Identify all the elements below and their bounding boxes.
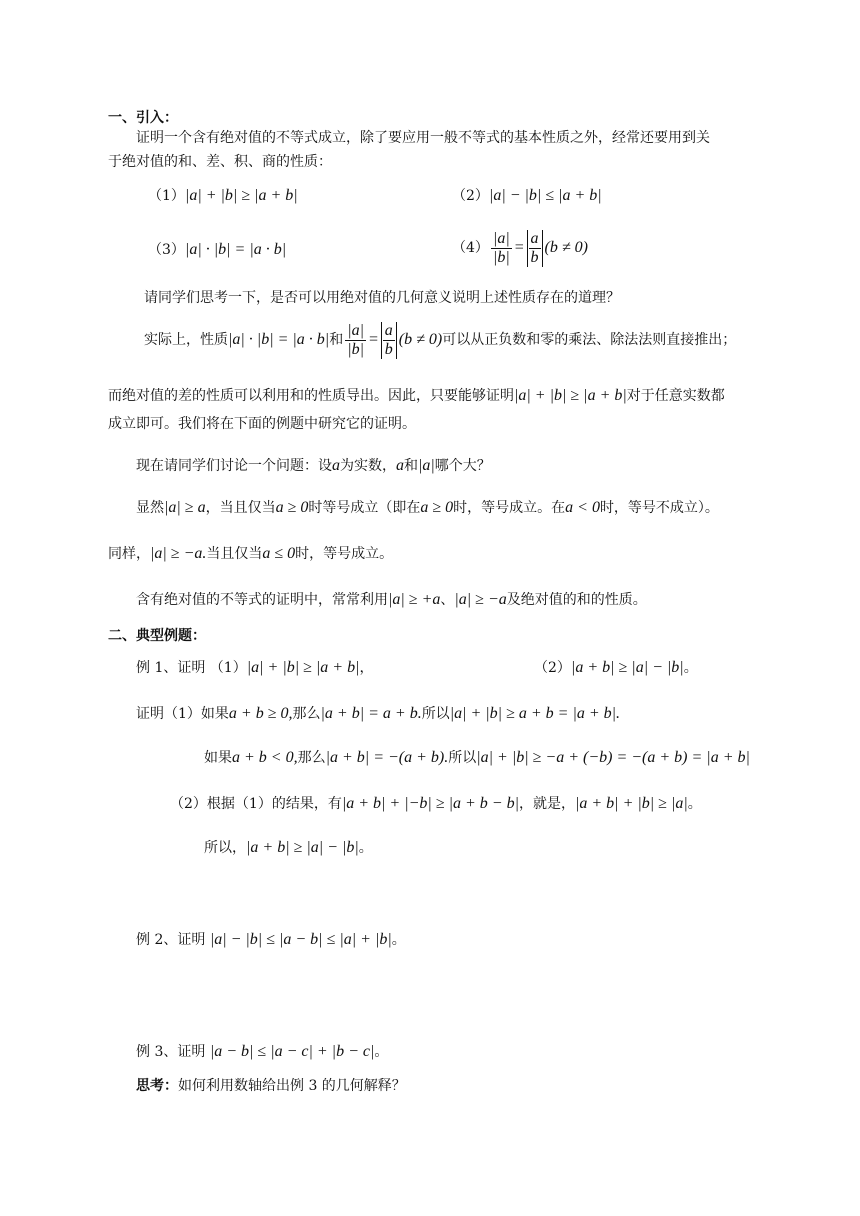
discuss-text-b: 为实数， — [340, 458, 396, 474]
intro-paragraph-line1: 证明一个含有绝对值的不等式成立，除了要应用一般不等式的基本性质之外，经常还要用到关 — [136, 130, 710, 146]
property-4-fraction-inner — [527, 230, 543, 267]
proof-1b-text-a: 如果 — [204, 750, 232, 766]
fraction-numerator: |a| — [347, 321, 364, 339]
same-text-b: 当且仅当 — [206, 546, 263, 562]
fraction-denominator: |b| — [347, 340, 364, 358]
obvious-formula-1: |a| ≥ a — [164, 499, 206, 516]
example-2-end: 。 — [391, 932, 406, 948]
fraction-denominator: b — [530, 248, 539, 266]
discuss-line — [136, 456, 491, 476]
fraction-numerator: a — [530, 229, 539, 247]
discuss-abs-a: |a| — [418, 457, 435, 474]
obvious-text-b: ，当且仅当 — [205, 500, 276, 516]
proof-1-line-2 — [204, 748, 750, 768]
proof-2-line-2 — [204, 838, 373, 858]
difference-formula: |a| + |b| ≥ |a + b| — [514, 387, 627, 404]
fraction-numerator: a — [384, 321, 393, 339]
fraction-denominator: b — [384, 340, 393, 358]
actual-line — [144, 318, 736, 362]
example-1-comma: ， — [359, 660, 374, 676]
proof-2-text-b: ，就是， — [518, 796, 575, 812]
intro-paragraph-line2: 于绝对值的和、差、积、商的性质： — [108, 154, 332, 170]
property-1-label: （1） — [148, 188, 185, 204]
obvious-text-d: 时，等号成立。在 — [453, 500, 566, 516]
example-2-line — [136, 930, 406, 950]
proof-2b-end: 。 — [358, 840, 373, 856]
proof-1b-text-c: 所以 — [448, 750, 477, 766]
property-4-label: （4） — [452, 240, 489, 256]
proof-1-formula-1: a + b ≥ 0, — [228, 705, 293, 722]
same-text-c: 时，等号成立。 — [295, 546, 394, 562]
property-1-formula: |a| + |b| ≥ |a + b| — [184, 187, 298, 204]
contain-formula-1: |a| ≥ +a — [388, 591, 441, 608]
proof-1-text-a: 证明（1）如果 — [136, 706, 229, 722]
think-text: 如何利用数轴给出例 3 的几何解释？ — [178, 1078, 406, 1094]
proof-1b-formula-2: |a + b| = −(a + b). — [325, 749, 449, 766]
same-formula-1: |a| ≥ −a. — [150, 545, 207, 562]
same-line — [108, 544, 393, 564]
property-3 — [148, 240, 286, 260]
section1-heading: 一、引入： — [108, 110, 178, 126]
proof-1b-text-b: 那么 — [297, 750, 326, 766]
obvious-formula-2: a ≥ 0 — [275, 499, 309, 516]
property-2-formula: |a| − |b| ≤ |a + b| — [488, 187, 602, 204]
proof-1b-formula-3: |a| + |b| ≥ −a + (−b) = −(a + b) = |a + b| — [476, 749, 750, 766]
contain-line — [136, 590, 647, 610]
discuss-text-d: 哪个大？ — [434, 458, 491, 474]
proof-2-end: 。 — [687, 796, 702, 812]
obvious-formula-3: a ≥ 0 — [420, 499, 454, 516]
example-1-line — [136, 658, 373, 678]
difference-line-1 — [108, 386, 725, 406]
example-1-formula-2: |a + b| ≥ |a| − |b| — [570, 659, 684, 676]
example-2-formula: |a| − |b| ≤ |a − b| ≤ |a| + |b| — [209, 931, 392, 948]
proof-2b-formula-1: |a + b| ≥ |a| − |b| — [246, 839, 359, 856]
proof-1-line-1 — [136, 704, 620, 724]
discuss-text-c: 和 — [404, 458, 418, 474]
think-line — [136, 1076, 406, 1096]
example-1-part2 — [534, 658, 698, 678]
proof-2-text-a: （2）根据（1）的结果，有 — [170, 796, 342, 812]
property-1 — [148, 186, 298, 206]
property-4 — [452, 226, 588, 270]
proof-1b-formula-1: a + b < 0, — [232, 749, 298, 766]
example-3-formula: |a − b| ≤ |a − c| + |b − c| — [209, 1043, 375, 1060]
property-2-label: （2） — [452, 188, 489, 204]
proof-2-formula-2: |a + b| + |b| ≥ |a| — [574, 795, 688, 812]
discuss-var-a: a — [332, 457, 340, 474]
example-1-formula-1: |a| + |b| ≥ |a + b| — [246, 659, 360, 676]
obvious-formula-4: a < 0 — [565, 499, 600, 516]
example-3-end: 。 — [374, 1044, 389, 1060]
actual-text-a: 实际上，性质 — [144, 332, 228, 348]
actual-formula-1: |a| · |b| = |a · b| — [228, 331, 330, 348]
contain-text-a: 含有绝对值的不等式的证明中，常常利用 — [136, 592, 388, 608]
discuss-text-a: 现在请同学们讨论一个问题：设 — [136, 458, 332, 474]
proof-2-line-1 — [170, 794, 702, 814]
proof-1-formula-3: |a| + |b| ≥ a + b = |a + b|. — [449, 705, 621, 722]
proof-1-text-b: 那么 — [292, 706, 321, 722]
contain-formula-2: |a| ≥ −a — [454, 591, 507, 608]
proof-2b-text-a: 所以， — [204, 840, 246, 856]
actual-and: 和 — [329, 332, 344, 348]
obvious-text-e: 时，等号不成立）。 — [599, 500, 719, 516]
actual-condition: (b ≠ 0) — [398, 331, 443, 348]
difference-text-b: 对于任意实数都 — [626, 388, 725, 404]
discuss-var-a-2: a — [396, 457, 404, 474]
example-2-label: 例 2、证明 — [136, 932, 206, 948]
property-4-fraction-abs — [491, 230, 512, 267]
contain-text-b: 、 — [440, 592, 455, 608]
question-line: 请同学们思考一下，是否可以用绝对值的几何意义说明上述性质存在的道理？ — [144, 290, 620, 306]
proof-1-formula-2: |a + b| = a + b. — [320, 705, 422, 722]
proof-1-text-c: 所以 — [421, 706, 450, 722]
property-3-formula: |a| · |b| = |a · b| — [184, 241, 287, 258]
think-label: 思考： — [136, 1078, 178, 1094]
same-formula-2: a ≤ 0 — [262, 545, 296, 562]
actual-fraction-abs — [345, 322, 366, 359]
difference-line-2: 成立即可。我们将在下面的例题中研究它的证明。 — [108, 416, 416, 432]
equals-sign: = — [513, 239, 525, 256]
example-3-label: 例 3、证明 — [136, 1044, 206, 1060]
obvious-line — [136, 498, 719, 518]
equals-sign: = — [367, 331, 379, 348]
actual-text-b: 可以从正负数和零的乘法、除法法则直接推出； — [442, 332, 737, 348]
fraction-denominator: |b| — [492, 248, 510, 266]
example-3-line — [136, 1042, 388, 1062]
obvious-text-a: 显然 — [136, 500, 164, 516]
property-3-label: （3） — [148, 242, 185, 258]
example-1-end: 。 — [683, 660, 698, 676]
obvious-text-c: 时等号成立（即在 — [308, 500, 421, 516]
same-text-a: 同样， — [108, 546, 150, 562]
proof-2-formula-1: |a + b| + |−b| ≥ |a + b − b| — [341, 795, 519, 812]
property-2 — [452, 186, 602, 206]
contain-text-c: 及绝对值的和的性质。 — [506, 592, 647, 608]
example-1-label-2: （2） — [534, 660, 571, 676]
fraction-numerator: |a| — [492, 229, 510, 247]
difference-text-a: 而绝对值的差的性质可以利用和的性质导出。因此，只要能够证明 — [108, 388, 514, 404]
property-4-condition: (b ≠ 0) — [544, 239, 588, 256]
example-1-label: 例 1、证明 （1） — [136, 660, 247, 676]
section2-heading: 二、典型例题： — [108, 628, 206, 644]
actual-fraction-inner — [381, 322, 397, 359]
